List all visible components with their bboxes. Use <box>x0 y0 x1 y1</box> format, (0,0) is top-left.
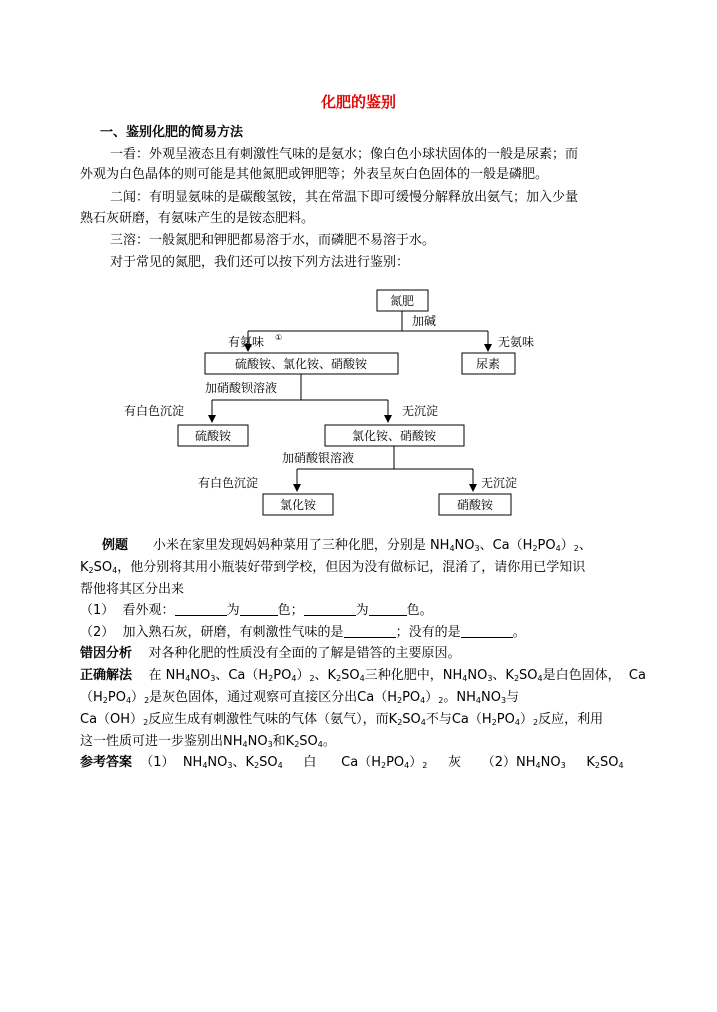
branch-ammonia-note: ① <box>275 333 283 342</box>
reference-answer: 参考答案 （1） $NH_4NO_3$、$K_2SO_4$ 白 $Ca(H_2PO_4)_2$ 灰 $(2)NH_4NO_3$ $K_2SO_4$ <box>80 755 624 770</box>
paragraph-look-2: 外观为白色晶体的则可能是其他氮肥或钾肥等；外表呈灰白色固体的一般是磷肥。 <box>80 167 549 182</box>
branch-no-ammonia: 无氨味 <box>498 335 535 349</box>
example-label: 例题 <box>102 538 129 553</box>
node-ammonium-sulfate: 硫酸铵 <box>194 429 232 443</box>
node-ammonium-chloride: 氯化铵 <box>279 498 317 512</box>
paragraph-smell-2: 熟石灰研磨，有氨味产生的是铵态肥料。 <box>80 211 315 226</box>
reagent-1: 加碱 <box>412 314 437 328</box>
solution-label: 正确解法 <box>80 668 133 683</box>
branch-ammonia: 有氨味 <box>228 335 265 349</box>
solution-line-2: $(H_2PO_4)_2$是灰色固体，通过观察可直接区分出$Ca(H_2PO_4)_2$。$NH_4NO_3$与 <box>80 690 520 705</box>
question-1: （1） 看外观： 为 色； 为 色。 <box>80 603 433 618</box>
node-group-1: 硫酸铵、氯化铵、硝酸铵 <box>234 357 368 371</box>
paragraph-look-1: 一看：外观呈液态且有刺激性气味的是氨水；像白色小球状固体的一般是尿素；而 <box>110 147 579 162</box>
branch-white-ppt-2: 有白色沉淀 <box>198 476 259 490</box>
answer-blank-3[interactable] <box>304 602 356 616</box>
answer-blank-6[interactable] <box>461 624 513 638</box>
example-line-2: $K_2SO_4$，他分别将其用小瓶装好带到学校，但因为没有做标记，混淆了，请你用已学知识 <box>80 560 586 575</box>
branch-white-ppt: 有白色沉淀 <box>124 404 185 418</box>
example-line-1: 例题 小米在家里发现妈妈种菜用了三种化肥，分别是 $NH_4NO_3$、$Ca(H_2PO_4)_2$、 <box>102 538 592 553</box>
section-heading: 一、鉴别化肥的简易方法 <box>100 125 244 140</box>
node-group-2: 氯化铵、硝酸铵 <box>351 429 437 443</box>
answer-blank-1[interactable] <box>175 602 227 616</box>
answer-blank-5[interactable] <box>344 624 396 638</box>
example-line-3: 帮他将其区分出来 <box>80 582 185 597</box>
page-title: 化肥的鉴别 <box>320 93 396 111</box>
answer-blank-4[interactable] <box>369 602 407 616</box>
solution-line-4: 这一性质可进一步鉴别出$NH_4NO_3$和$K_2SO_4$。 <box>80 734 336 749</box>
error-analysis-label: 错因分析 <box>80 646 133 661</box>
error-analysis: 错因分析 对各种化肥的性质没有全面的了解是错答的主要原因。 <box>80 646 461 661</box>
paragraph-intro: 对于常见的氮肥，我们还可以按下列方法进行鉴别： <box>110 255 410 270</box>
branch-no-ppt-2: 无沉淀 <box>481 476 518 490</box>
node-root: 氮肥 <box>389 294 415 308</box>
question-2: （2） 加入熟石灰，研磨，有刺激性气味的是 ；没有的是 。 <box>80 625 526 640</box>
paragraph-dissolve: 三溶：一般氮肥和钾肥都易溶于水，而磷肥不易溶于水。 <box>110 233 436 248</box>
node-ammonium-nitrate: 硝酸铵 <box>456 498 494 512</box>
reagent-3: 加硝酸银溶液 <box>282 451 355 465</box>
paragraph-smell-1: 二闻：有明显氨味的是碳酸氢铵，其在常温下即可缓慢分解释放出氨气；加入少量 <box>110 190 579 205</box>
answer-label: 参考答案 <box>80 755 133 770</box>
node-urea: 尿素 <box>475 357 501 371</box>
branch-no-ppt: 无沉淀 <box>402 404 439 418</box>
reagent-2: 加硝酸钡溶液 <box>205 381 278 395</box>
solution-line-3: $Ca(OH)_2$反应生成有刺激性气味的气体（氨气），而$K_2SO_4$不与$Ca(H_2PO_4)_2$反应，利用 <box>80 712 604 727</box>
answer-blank-2[interactable] <box>240 602 278 616</box>
solution-line-1: 正确解法 在 $NH_4NO_3$、$Ca(H_2PO_4)_2$、$K_2SO_4$三种化肥中，$NH_4NO_3$、$K_2SO_4$是白色固体， Ca <box>80 668 646 683</box>
